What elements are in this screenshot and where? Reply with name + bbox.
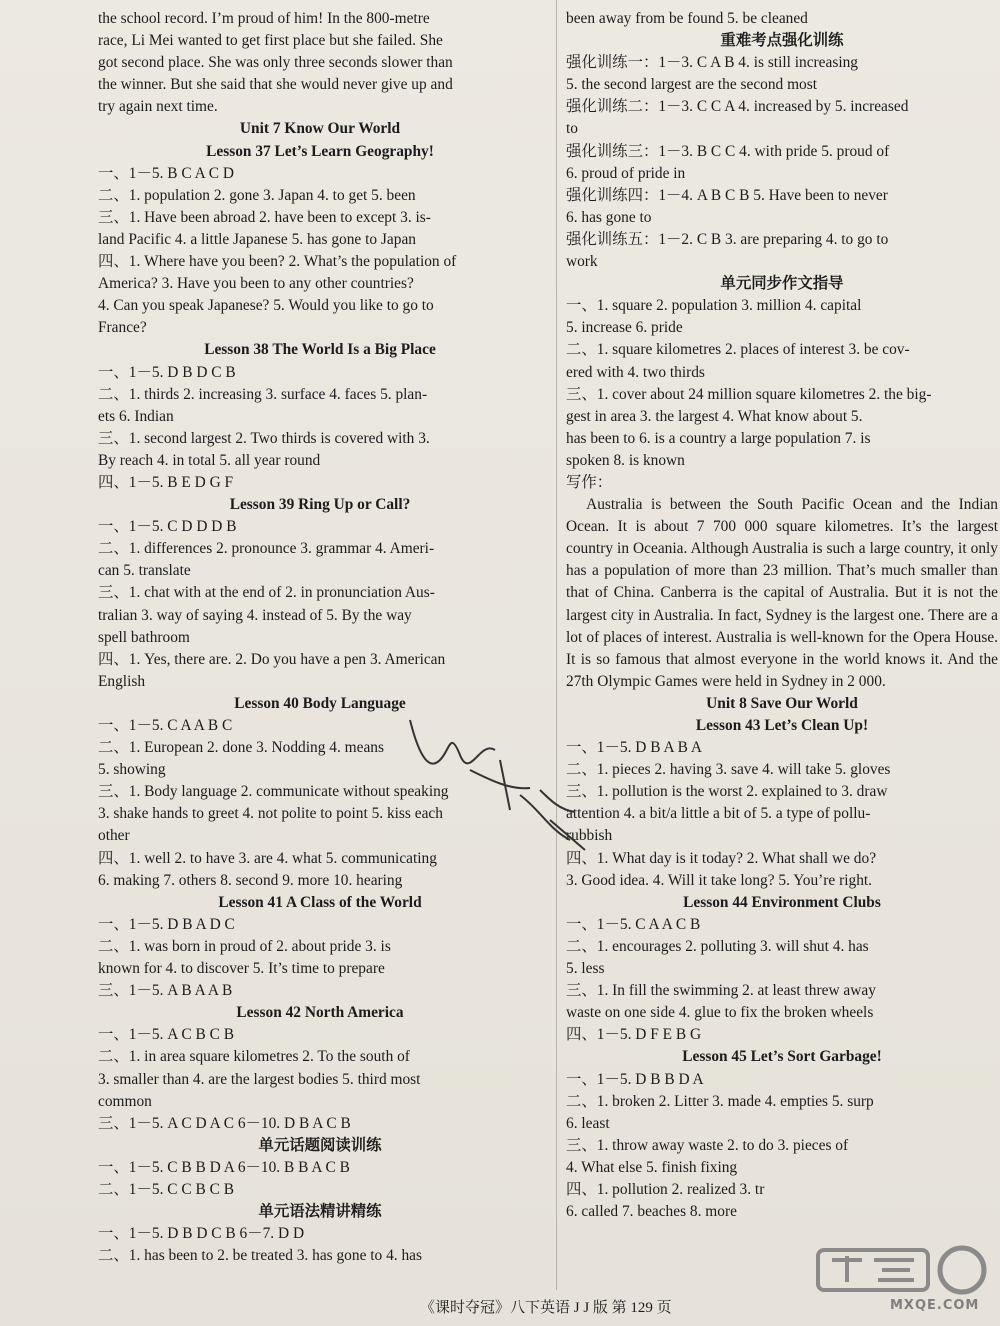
section-heading: Lesson 40 Body Language [234,694,406,712]
answer-line: 5. less [566,960,605,978]
answer-line: 4. Can you speak Japanese? 5. Would you like to go to [98,297,434,315]
answer-line: spoken 8. is known [566,451,685,469]
answer-line: 三、1. chat with at the end of 2. in pronunciation Aus- [98,584,435,602]
answer-line: 一、1－5. D B D C B 6－7. D D [98,1225,305,1243]
answer-line: By reach 4. in total 5. all year round [98,451,321,469]
answer-line: 二、1. has been to 2. be treated 3. has gone to 4. has [98,1247,422,1265]
answer-line: 三、1. pollution is the worst 2. explained to 3. draw [566,783,888,801]
answer-line: try again next time. [98,98,218,116]
answer-line: 二、1. pieces 2. having 3. save 4. will take 5. gloves [566,761,891,779]
answer-line: 6. called 7. beaches 8. more [566,1203,737,1221]
answer-line: 6. making 7. others 8. second 9. more 10. hearing [98,871,403,889]
answer-line: 四、1. Where have you been? 2. What’s the population of [98,253,457,271]
section-heading: 单元话题阅读训练 [258,1136,382,1154]
answer-line: 强化训练四：1－4. A B C B 5. Have been to never [566,186,888,204]
answer-line: 5. showing [98,761,166,779]
section-heading: 单元语法精讲精练 [258,1203,382,1221]
section-heading: Lesson 41 A Class of the World [218,893,422,911]
section-heading: 重难考点强化训练 [720,32,844,50]
answer-line: has been to 6. is a country a large population 7. is [566,429,871,447]
column-divider [556,0,557,1290]
answer-line: can 5. translate [98,562,191,580]
answer-line: 5. the second largest are the second most [566,76,818,94]
answer-line: 四、1. well 2. to have 3. are 4. what 5. communicating [98,849,437,867]
answer-line: 三、1. In fill the swimming 2. at least threw away [566,982,876,1000]
answer-line: 三、1. cover about 24 million square kilometres 2. the big- [566,385,932,403]
answer-line: 一、1－5. C D D D B [98,518,237,536]
answer-line: 三、1－5. A C D A C 6－10. D B A C B [98,1114,351,1132]
answer-line: the school record. I’m proud of him! In the 800-metre [98,10,430,27]
answer-line: 二、1. square kilometres 2. places of interest 3. be cov- [566,341,910,359]
answer-line: 一、1－5. A C B C B [98,1026,234,1044]
right-column-bottom [566,693,998,1223]
answer-line: 三、1－5. A B A A B [98,982,233,1000]
answer-line: 一、1－5. D B D C B [98,363,236,381]
answer-line: 一、1－5. D B A D C [98,915,235,933]
answer-line: 三、1. throw away waste 2. to do 3. pieces of [566,1136,849,1154]
answer-line: 一、1－5. C B B D A 6－10. B B A C B [98,1158,350,1176]
answer-line: spell bathroom [98,628,190,646]
answer-line: the winner. But she said that she would never give up and [98,76,453,94]
answer-line: known for 4. to discover 5. It’s time to prepare [98,960,385,978]
section-heading: Lesson 37 Let’s Learn Geography! [206,142,434,160]
answer-line: 二、1. thirds 2. increasing 3. surface 4. faces 5. plan- [98,385,428,403]
answer-line: 二、1. population 2. gone 3. Japan 4. to get 5. been [98,186,416,204]
answer-line: gest in area 3. the largest 4. What know about 5. [566,407,863,425]
section-heading: Unit 8 Save Our World [706,694,858,712]
answer-line: attention 4. a bit/a little a bit of 5. a type of pollu- [566,805,871,823]
answer-line: tralian 3. way of saying 4. instead of 5. By the way [98,606,412,624]
right-column-top [566,8,998,494]
answer-line: 3. smaller than 4. are the largest bodies 5. third most [98,1070,421,1088]
section-heading: Lesson 45 Let’s Sort Garbage! [682,1048,882,1066]
answer-line: 四、1. pollution 2. realized 3. tr [566,1180,765,1198]
answer-line: land Pacific 4. a little Japanese 5. has gone to Japan [98,230,416,248]
answer-line: 三、1. Body language 2. communicate without speaking [98,783,449,801]
answer-line: 一、1－5. C A A C B [566,915,701,933]
answer-line: 一、1－5. D B A B A [566,739,702,757]
left-column [98,8,542,1267]
answer-line: 二、1. was born in proud of 2. about pride 3. is [98,937,391,955]
answer-line: 强化训练三：1－3. B C C 4. with pride 5. proud of [566,142,890,160]
answer-line: 3. Good idea. 4. Will it take long? 5. You’re right. [566,871,873,889]
answer-line: ered with 4. two thirds [566,363,705,381]
right-column [566,8,998,1223]
answer-line: to [566,120,578,138]
answer-line: 二、1. differences 2. pronounce 3. grammar 4. Ameri- [98,540,435,558]
answer-line: 6. proud of pride in [566,164,686,182]
answer-line: 一、1－5. C A A B C [98,717,233,734]
answer-line: got second place. She was only three seconds slower than [98,54,453,72]
answer-line: 4. What else 5. finish fixing [566,1158,738,1176]
answer-line: 四、1－5. B E D G F [98,473,234,491]
section-heading: 单元同步作文指导 [720,275,844,293]
page-footer: 《课时夺冠》八下英语 J J 版 第 129 页 [420,1300,672,1316]
section-heading: Lesson 42 North America [236,1004,404,1022]
section-heading: Lesson 38 The World Is a Big Place [204,341,436,359]
answer-line: 6. has gone to [566,208,652,226]
answer-line: 一、1. square 2. population 3. million 4. capital [566,297,862,315]
answer-line: 写作： [566,473,613,491]
handwriting-scribble [400,700,600,870]
answer-line: 一、1－5. B C A C D [98,164,234,182]
section-heading: Lesson 44 Environment Clubs [683,893,881,911]
answer-line: been away from be found 5. be cleaned [566,10,808,27]
watermark-url: MXQE.COM [890,1298,980,1313]
answer-line: race, Li Mei wanted to get first place but she failed. She [98,32,443,50]
section-heading: Lesson 43 Let’s Clean Up! [695,717,869,734]
answer-line: 一、1－5. D B B D A [566,1070,704,1088]
answer-line: 3. shake hands to greet 4. not polite to point 5. kiss each [98,805,443,823]
answer-line: 四、1－5. D F E B G [566,1026,702,1044]
answer-line: 强化训练五：1－2. C B 3. are preparing 4. to go to [566,230,889,248]
answer-line: 二、1－5. C C B C B [98,1180,234,1198]
answer-line: France? [98,319,147,337]
section-heading: Lesson 39 Ring Up or Call? [229,496,411,514]
answer-line: 二、1. European 2. done 3. Nodding 4. means [98,739,384,757]
essay-paragraph: Australia is between the South Pacific Ocean and the Indian Ocean. It is about 7 700 000 square kilometres. It’s the largest country in Oceania. Although Australia is such a large country, it only has a population of more than 23 million. That’s much smaller than that of China. Canberra is the capital of Australia. But it is not the largest city in Australia. In fact, Sydney is the largest one. There are a lot of places of interest. Australia is well-known for the Opera House. It is so famous that almost everyone in the world knows it. And the 27th Olympic Games were held in Sydney in 2 000. [566,496,998,690]
answer-line: America? 3. Have you been to any other countries? [98,275,414,293]
answer-line: 6. least [566,1114,610,1132]
answer-line: 二、1. broken 2. Litter 3. made 4. empties 5. surp [566,1092,874,1110]
answer-line: 强化训练一：1－3. C A B 4. is still increasing [566,54,859,72]
answer-line: English [98,672,146,690]
answer-line: 5. increase 6. pride [566,319,683,337]
answer-line: 四、1. Yes, there are. 2. Do you have a pen 3. American [98,650,446,668]
answer-line: 三、1. second largest 2. Two thirds is covered with 3. [98,429,430,447]
answer-line: 强化训练二：1－3. C C A 4. increased by 5. increased [566,98,909,116]
answer-line: other [98,827,130,845]
answer-line: work [566,253,598,271]
answer-line: waste on one side 4. glue to fix the broken wheels [566,1004,874,1022]
answer-line: common [98,1092,152,1110]
answer-line: 三、1. Have been abroad 2. have been to except 3. is- [98,208,431,226]
answer-line: 四、1. What day is it today? 2. What shall we do? [566,849,877,867]
answer-line: 二、1. in area square kilometres 2. To the south of [98,1048,410,1066]
answer-line: ets 6. Indian [98,407,174,425]
answer-line: 二、1. encourages 2. polluting 3. will shut 4. has [566,937,869,955]
section-heading: Unit 7 Know Our World [239,120,401,138]
answer-line: rubbish [566,827,613,845]
